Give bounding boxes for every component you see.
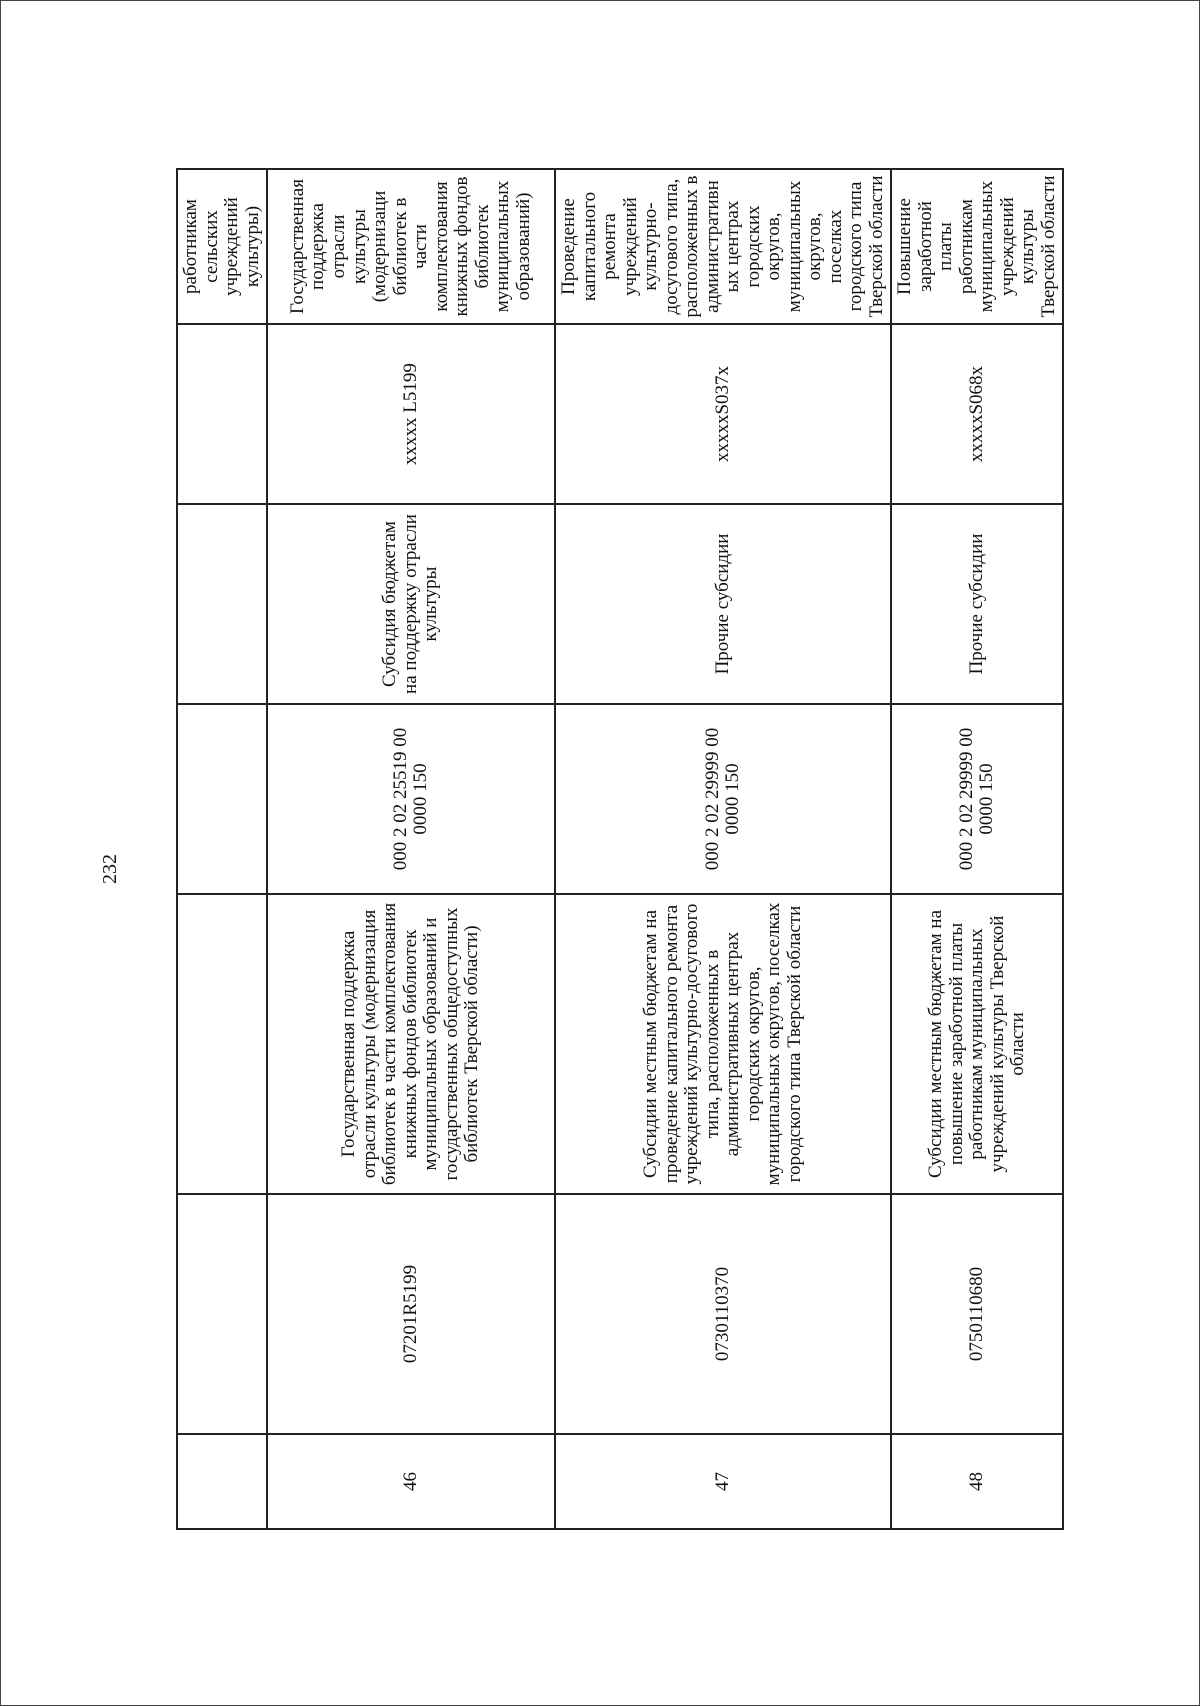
cell-code: 0730110370 [555,1194,891,1434]
page-number: 232 [99,854,121,884]
cell-subsidy-type: Субсидия бюджетам на поддержку отрасли культуры [267,504,555,704]
cell-num: 46 [267,1434,555,1529]
table-row [267,169,555,1529]
cell-code [177,1194,267,1434]
cell-name: Субсидии местным бюджетам на повышение заработной платы работникам муниципальных учреждений культуры Тверской области [891,894,1063,1194]
cell-subsidy-type [177,504,267,704]
cell-kbk: 000 2 02 25519 00 0000 150 [267,704,555,894]
cell-num: 47 [555,1434,891,1529]
cell-goal: работникам сельских учреждений культуры) [177,169,267,324]
subsidy-table [176,168,1064,1530]
cell-goal: Повышение заработной платы работникам муниципальных учреждений культуры Тверской области [891,169,1063,324]
rotated-table-area [176,170,1059,1530]
table-row [555,169,891,1529]
cell-name: Государственная поддержка отрасли культуры (модернизация библиотек в части комплектования книжных фондов библиотек муниципальных образований и государственных общедоступных библиотек Тверской области) [267,894,555,1194]
cell-subsidy-type: Прочие субсидии [555,504,891,704]
cell-name [177,894,267,1194]
cell-target-code: xxxxxS037x [555,324,891,504]
table-row [891,169,1063,1529]
cell-name: Субсидии местным бюджетам на проведение капитального ремонта учреждений культурно-досугового типа, расположенных в административных центрах городских округов, муниципальных округов, поселках городского типа Тверской области [555,894,891,1194]
cell-num [177,1434,267,1529]
cell-subsidy-type: Прочие субсидии [891,504,1063,704]
cell-kbk: 000 2 02 29999 00 0000 150 [891,704,1063,894]
cell-num: 48 [891,1434,1063,1529]
cell-kbk: 000 2 02 29999 00 0000 150 [555,704,891,894]
cell-kbk [177,704,267,894]
cell-code: 07201R5199 [267,1194,555,1434]
cell-goal: Проведение капитального ремонта учреждений культурно-досугового типа, расположенных в административных центрах городских округов, муниципальных округов, поселках городского типа Тверской области [555,169,891,324]
cell-target-code: xxxxxS068x [891,324,1063,504]
cell-target-code: xxxxx L5199 [267,324,555,504]
table-row-continued [177,169,267,1529]
rotated-table-container [176,170,1059,1530]
cell-goal: Государственная поддержка отрасли культуры (модернизаци библиотек в части комплектования книжных фондов библиотек муниципальных образований) [267,169,555,324]
cell-code: 0750110680 [891,1194,1063,1434]
cell-target-code [177,324,267,504]
